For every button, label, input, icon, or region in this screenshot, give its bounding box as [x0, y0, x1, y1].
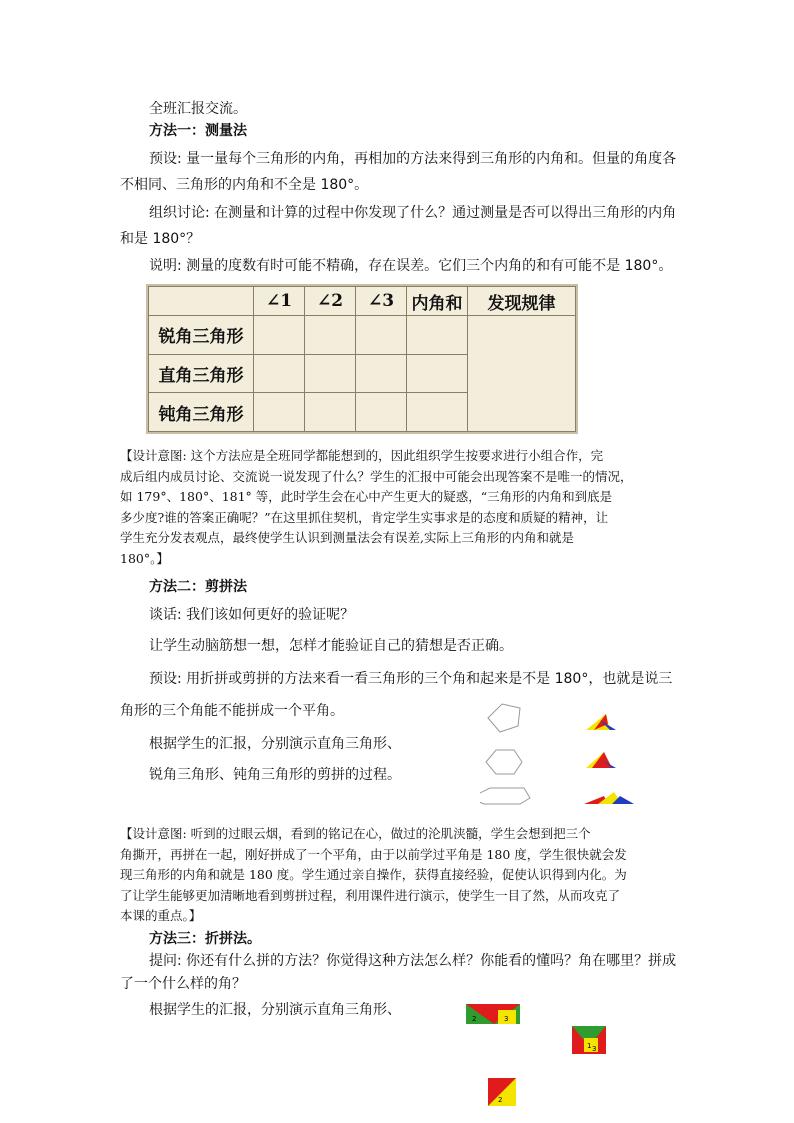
- svg-text:2: 2: [472, 1015, 477, 1023]
- method1-preset-line1: 预设: 量一量每个三角形的内角，再相加的方法来得到三角形的内角和。但量的角度各: [149, 151, 677, 167]
- fold-shape-2: [572, 1026, 606, 1054]
- obtuse-triangle-pieces: [584, 792, 634, 804]
- method3-question-line1: 提问: 你还有什么拼的方法？你觉得这种方法怎么样？你能看的懂吗？角在哪里？拼成: [149, 953, 677, 969]
- cut-hexagon-shape: [486, 750, 522, 774]
- fold-shape-1: [466, 1004, 520, 1024]
- method1-explanation: 说明: 测量的度数有时可能不精确，存在误差。它们三个内角的和有可能不是 180°。: [149, 258, 673, 274]
- method3-demo: 根据学生的汇报，分别演示直角三角形、: [149, 1002, 401, 1018]
- table-header-pattern: 发现规律: [468, 287, 576, 316]
- method1-discussion-line2: 和是 180°？: [120, 231, 201, 247]
- svg-text:1: 1: [587, 1042, 592, 1050]
- method3-heading: 方法三：折拼法。: [149, 931, 261, 947]
- design-note-1: 【设计意图: 这个方法应是全班同学都能想到的，因此组织学生按要求进行小组合作，完 成后组内成员讨论、交流说一说发现了什么？学生的汇报中可能会出现答案不是唯一的情况， 如 179°、180°、181° 等，此时学生会在心中产生更大的疑惑，“三角形的内角和到底是 多少度?谁的答案正确呢？”在这里抓住契机，肯定学生实事求是的态度和质疑的精神，让 学生充分发表观点，最终使学生认识到测量法会有误差,实际上三角形的内角和就是 180°。】: [120, 448, 633, 566]
- method1-discussion-line1: 组织讨论: 在测量和计算的过程中你发现了什么？通过测量是否可以得出三角形的内角: [149, 205, 677, 221]
- table-header-angle3: ∠3: [356, 287, 407, 316]
- table-header-sum: 内角和: [407, 287, 468, 316]
- table-row-obtuse: 钝角三角形: [149, 393, 254, 432]
- method1-heading: 方法一：测量法: [149, 123, 247, 139]
- fold-illustration: [464, 1000, 624, 1110]
- method2-preset-line2: 角形的三个角能不能拼成一个平角。: [120, 703, 344, 719]
- method3-question-line2: 了一个什么样的角？: [120, 976, 246, 992]
- table-row-right: 直角三角形: [149, 354, 254, 393]
- svg-text:2: 2: [498, 1096, 503, 1104]
- angle-measure-table: [146, 284, 578, 434]
- svg-text:3: 3: [504, 1015, 509, 1023]
- method2-talk: 谈话: 我们该如何更好的验证呢？: [149, 607, 355, 623]
- method2-heading: 方法二：剪拼法: [149, 579, 247, 595]
- cut-flat-hexagon-shape: [480, 788, 530, 804]
- table-pattern-cell: [468, 316, 576, 432]
- method2-demo-line1: 根据学生的汇报，分别演示直角三角形、: [149, 736, 401, 752]
- right-triangle-pieces: [586, 714, 616, 730]
- table-row-acute: 锐角三角形: [149, 316, 254, 355]
- table-header-angle2: ∠2: [305, 287, 356, 316]
- cut-heptagon-shape: [488, 704, 520, 732]
- table-header-blank: [149, 287, 254, 316]
- method2-think: 让学生动脑筋想一想，怎样才能验证自己的猜想是否正确。: [149, 638, 513, 654]
- design-note-2: 【设计意图: 听到的过眼云烟，看到的铭记在心，做过的沦肌浃髓，学生会想到把三个 角撕开，再拼在一起，刚好拼成了一个平角，由于以前学过平角是 180 度，学生很快就会发 现三角形的内角和就是 180 度。学生通过亲自操作，获得直接经验，促使认识得到内化。为 了让学生能够更加清晰地看到剪拼过程，利用课件进行演示，使学生一目了然，从而攻克了 本课的重点。】: [120, 826, 627, 923]
- method1-preset-line2: 不相同、三角形的内角和不全是 180°。: [120, 177, 369, 193]
- acute-triangle-pieces: [586, 752, 616, 768]
- method2-demo-line2: 锐角三角形、钝角三角形的剪拼的过程。: [149, 767, 401, 783]
- method2-preset-line1: 预设: 用折拼或剪拼的方法来看一看三角形的三个角和起来是不是 180°，也就是说三: [149, 671, 673, 687]
- table-header-angle1: ∠1: [254, 287, 305, 316]
- fold-shape-3: [488, 1078, 516, 1106]
- svg-text:3: 3: [592, 1045, 597, 1053]
- section-intro: 全班汇报交流。: [149, 101, 247, 117]
- cut-join-illustration: [480, 700, 640, 810]
